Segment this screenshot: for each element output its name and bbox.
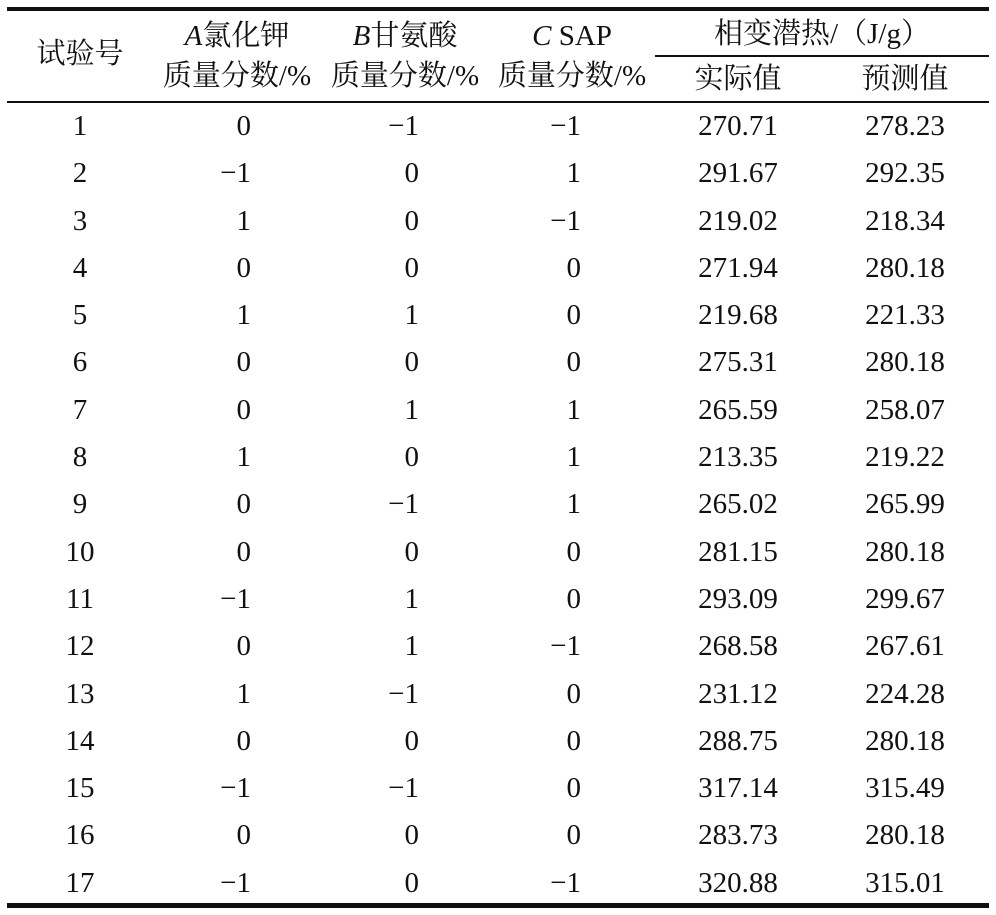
cell-predicted-value: 219.22 (865, 441, 945, 474)
cell-factor-b: 1 (404, 299, 419, 332)
cell-factor-c: 0 (566, 819, 581, 852)
cell-factor-a: 1 (236, 677, 251, 710)
cell-factor-c: 1 (566, 441, 581, 474)
table-row (7, 292, 989, 339)
cell-actual-value: 270.71 (698, 110, 778, 142)
cell-actual-value: 293.09 (698, 582, 778, 615)
header-latent-heat: 相变潜热/（J/g） (714, 18, 930, 50)
cell-factor-b: 1 (404, 393, 419, 426)
table-row (7, 576, 989, 623)
cell-trial-no: 16 (65, 819, 95, 852)
cell-trial-no: 15 (65, 772, 95, 805)
cell-actual-value: 271.94 (698, 251, 778, 284)
cell-factor-a: −1 (220, 866, 251, 899)
cell-trial-no: 6 (72, 346, 88, 379)
cell-actual-value: 231.12 (698, 677, 778, 710)
cell-actual-value: 265.59 (698, 393, 778, 426)
cell-factor-a: 0 (236, 346, 251, 379)
cell-trial-no: 5 (72, 299, 88, 332)
header-actual-value: 实际值 (694, 63, 782, 95)
cell-actual-value: 213.35 (698, 441, 778, 474)
table-row (7, 481, 989, 528)
cell-factor-c: 1 (566, 157, 581, 190)
cell-predicted-value: 280.18 (865, 819, 945, 852)
cell-trial-no: 12 (65, 630, 95, 663)
cell-actual-value: 281.15 (698, 535, 778, 568)
cell-factor-c: 0 (566, 251, 581, 284)
cell-actual-value: 219.02 (698, 204, 778, 237)
cell-factor-c: 0 (566, 582, 581, 615)
cell-actual-value: 291.67 (698, 157, 778, 190)
cell-factor-b: 0 (404, 346, 419, 379)
header-factor-c (489, 19, 655, 53)
cell-trial-no: 7 (72, 393, 88, 426)
cell-factor-b: −1 (388, 677, 419, 710)
cell-factor-a: 0 (236, 535, 251, 568)
cell-predicted-value: 280.18 (865, 346, 945, 379)
cell-factor-a: 0 (236, 630, 251, 663)
cell-actual-value: 288.75 (698, 724, 778, 757)
table-row (7, 529, 989, 576)
table-row (7, 103, 989, 150)
factor-b-letter: B (352, 20, 371, 52)
cell-predicted-value: 258.07 (865, 393, 945, 426)
table-row (7, 150, 989, 197)
cell-factor-c: 1 (566, 393, 581, 426)
table-row (7, 765, 989, 812)
cell-factor-b: 1 (404, 630, 419, 663)
header-predicted-value: 预测值 (861, 63, 949, 95)
cell-actual-value: 265.02 (698, 488, 778, 521)
factor-c-name: SAP (551, 20, 612, 52)
experiment-results-table (7, 7, 989, 909)
cell-factor-b: 1 (404, 582, 419, 615)
cell-trial-no: 4 (72, 251, 88, 284)
cell-trial-no: 14 (65, 724, 95, 757)
table-row (7, 198, 989, 245)
cell-predicted-value: 315.49 (865, 772, 945, 805)
header-factor-a (153, 19, 321, 53)
cell-predicted-value: 280.18 (865, 535, 945, 568)
cell-predicted-value: 224.28 (865, 677, 945, 710)
table-bottom-rule (7, 903, 989, 908)
cell-factor-c: −1 (550, 204, 581, 237)
cell-trial-no: 8 (72, 441, 88, 474)
cell-actual-value: 268.58 (698, 630, 778, 663)
cell-factor-a: −1 (220, 772, 251, 805)
header-sub-rule (655, 55, 989, 57)
cell-factor-a: 1 (236, 204, 251, 237)
cell-factor-a: −1 (220, 582, 251, 615)
header-factor-c-unit: 质量分数/% (497, 60, 647, 92)
cell-trial-no: 17 (65, 866, 95, 899)
cell-trial-no: 10 (65, 535, 95, 568)
cell-trial-no: 13 (65, 677, 95, 710)
cell-factor-a: 0 (236, 488, 251, 521)
cell-trial-no: 1 (72, 110, 88, 142)
cell-factor-b: 0 (404, 441, 419, 474)
cell-factor-a: 1 (236, 299, 251, 332)
cell-actual-value: 219.68 (698, 299, 778, 332)
table-row (7, 245, 989, 292)
cell-predicted-value: 265.99 (865, 488, 945, 521)
cell-factor-c: 0 (566, 346, 581, 379)
cell-trial-no: 11 (66, 582, 94, 615)
cell-factor-b: −1 (388, 488, 419, 521)
cell-factor-b: 0 (404, 724, 419, 757)
cell-factor-b: 0 (404, 204, 419, 237)
factor-b-name: 甘氨酸 (370, 20, 458, 52)
cell-factor-a: 0 (236, 251, 251, 284)
cell-predicted-value: 299.67 (865, 582, 945, 615)
cell-actual-value: 320.88 (698, 866, 778, 899)
cell-factor-c: 0 (566, 724, 581, 757)
factor-c-letter: C (532, 20, 552, 52)
table-row (7, 718, 989, 765)
header-factor-b (321, 19, 489, 53)
header-factor-b-unit: 质量分数/% (330, 60, 480, 92)
cell-trial-no: 9 (72, 488, 88, 521)
table-top-rule (7, 7, 989, 11)
cell-factor-b: −1 (388, 772, 419, 805)
cell-factor-c: −1 (550, 630, 581, 663)
cell-factor-a: −1 (220, 157, 251, 190)
cell-factor-a: 0 (236, 110, 251, 142)
cell-factor-c: 0 (566, 535, 581, 568)
cell-actual-value: 275.31 (698, 346, 778, 379)
cell-predicted-value: 280.18 (865, 724, 945, 757)
header-trial-no: 试验号 (36, 38, 124, 70)
cell-predicted-value: 267.61 (865, 630, 945, 663)
cell-predicted-value: 278.23 (865, 110, 945, 142)
cell-actual-value: 283.73 (698, 819, 778, 852)
table-row (7, 812, 989, 859)
cell-factor-b: 0 (404, 251, 419, 284)
cell-factor-a: 1 (236, 441, 251, 474)
cell-trial-no: 3 (72, 204, 88, 237)
table-row (7, 623, 989, 670)
cell-predicted-value: 280.18 (865, 251, 945, 284)
cell-predicted-value: 221.33 (865, 299, 945, 332)
cell-factor-c: 0 (566, 299, 581, 332)
factor-a-letter: A (184, 20, 203, 52)
cell-factor-c: −1 (550, 110, 581, 142)
table-row (7, 671, 989, 718)
cell-predicted-value: 292.35 (865, 157, 945, 190)
cell-factor-b: 0 (404, 866, 419, 899)
cell-factor-a: 0 (236, 819, 251, 852)
factor-a-name: 氯化钾 (202, 20, 290, 52)
table-body (7, 103, 989, 907)
cell-factor-c: 1 (566, 488, 581, 521)
cell-factor-b: 0 (404, 535, 419, 568)
cell-factor-c: 0 (566, 772, 581, 805)
cell-factor-c: −1 (550, 866, 581, 899)
cell-factor-b: −1 (388, 110, 419, 142)
table-row (7, 860, 989, 907)
table-row (7, 387, 989, 434)
cell-factor-c: 0 (566, 677, 581, 710)
cell-factor-a: 0 (236, 393, 251, 426)
table-row (7, 339, 989, 386)
header-factor-a-unit: 质量分数/% (162, 60, 312, 92)
table-row (7, 434, 989, 481)
cell-factor-b: 0 (404, 157, 419, 190)
cell-actual-value: 317.14 (698, 772, 778, 805)
cell-predicted-value: 315.01 (865, 866, 945, 899)
cell-predicted-value: 218.34 (865, 204, 945, 237)
cell-trial-no: 2 (72, 157, 88, 190)
cell-factor-b: 0 (404, 819, 419, 852)
cell-factor-a: 0 (236, 724, 251, 757)
